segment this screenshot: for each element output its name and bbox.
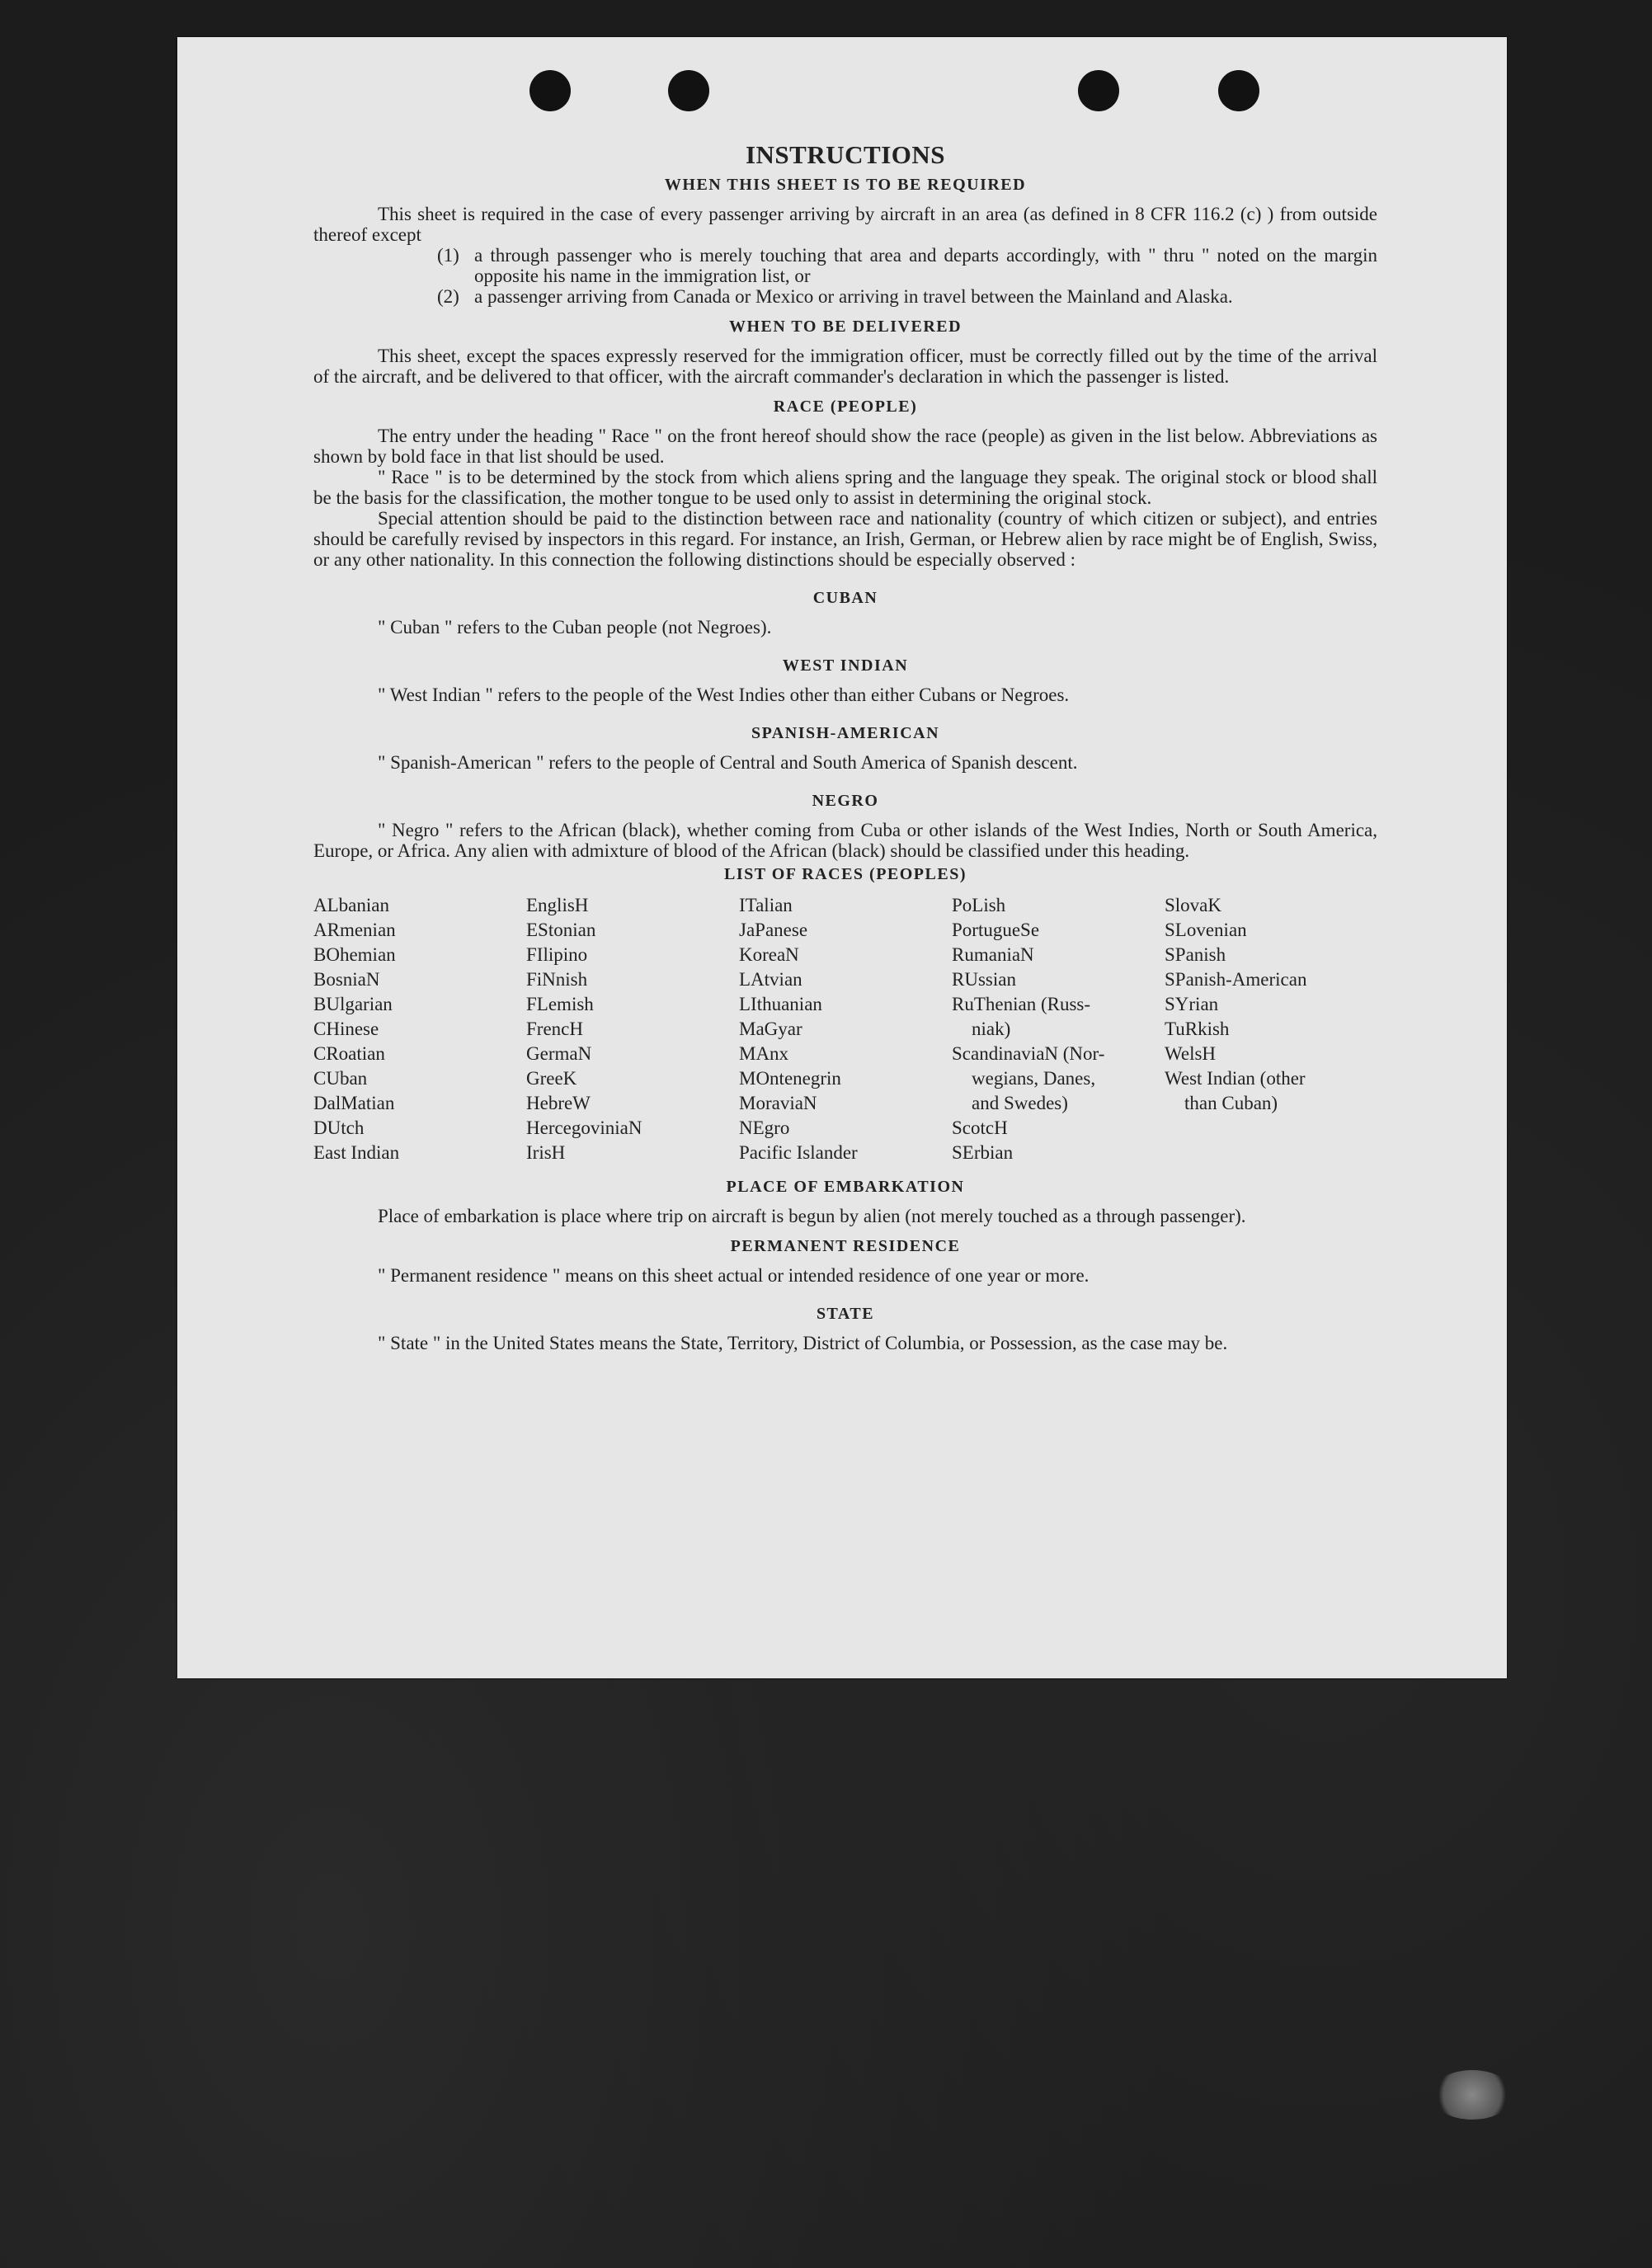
race-entry: niak)	[972, 1019, 1011, 1039]
paragraph: Special attention should be paid to the distinction between race and nationality (country of which citizen or subject), and entries should be carefully revised by inspectors in this regard. For instance, an Irish, German, or Hebrew alien by race might be of English, Swiss, or any other nationality. In this connection the following distinctions should be especially observed :	[313, 508, 1377, 570]
punch-hole	[1218, 70, 1259, 111]
paragraph: This sheet, except the spaces expressly reserved for the immigration officer, must be correctly filled out by the time of the arrival of the aircraft, and be delivered to that officer, with the aircraft commander's declaration in which the passenger is listed.	[313, 346, 1377, 387]
race-entry: SPanish	[1165, 944, 1226, 965]
race-entry: SErbian	[952, 1142, 1014, 1163]
scan-artifact	[1431, 2070, 1513, 2120]
paragraph: " Race " is to be determined by the stock from which aliens spring and the language they speak. The original stock or blood shall be the basis for the classification, the mother tongue to be used only to assist in determining the original stock.	[313, 467, 1377, 508]
race-entry: CHinese	[313, 1019, 379, 1039]
race-entry: PortugueSe	[952, 920, 1040, 940]
paragraph: The entry under the heading " Race " on the front hereof should show the race (people) as given in the list below. Abbreviations as shown by bold face in that list should be used.	[313, 426, 1377, 467]
page-title: INSTRUCTIONS	[745, 140, 945, 169]
race-entry: WelsH	[1165, 1043, 1217, 1064]
race-entry: JaPanese	[739, 920, 808, 940]
races-column	[952, 893, 1165, 1165]
race-entry: SLovenian	[1165, 920, 1247, 940]
race-entry: Pacific Islander	[739, 1142, 858, 1163]
race-entry: West Indian (other	[1165, 1068, 1306, 1089]
race-entry: FiNnish	[526, 969, 588, 990]
race-entry: HercegoviniaN	[526, 1118, 642, 1138]
paragraph: " Negro " refers to the African (black), whether coming from Cuba or other islands of the West Indies, North or South America, Europe, or Africa. Any alien with admixture of blood of the African (black) should be classified under this heading.	[313, 820, 1377, 861]
punch-hole	[668, 70, 709, 111]
race-entry: BUlgarian	[313, 994, 393, 1014]
race-entry: ITalian	[739, 895, 793, 915]
paragraph: This sheet is required in the case of every passenger arriving by aircraft in an area (as defined in 8 CFR 116.2 (c) ) from outside thereof except	[313, 204, 1377, 245]
paragraph: Place of embarkation is place where trip on aircraft is begun by alien (not merely touched as a through passenger).	[378, 1206, 1246, 1226]
race-entry: FLemish	[526, 994, 594, 1014]
paragraph: " Spanish-American " refers to the people of Central and South America of Spanish descent.	[378, 752, 1078, 773]
race-entry: RumaniaN	[952, 944, 1034, 965]
section-heading: WHEN TO BE DELIVERED	[728, 318, 962, 336]
race-entry: CRoatian	[313, 1043, 385, 1064]
race-entry: BOhemian	[313, 944, 396, 965]
race-entry: FIlipino	[526, 944, 588, 965]
races-column	[526, 893, 739, 1165]
section-heading: PERMANENT RESIDENCE	[730, 1237, 961, 1255]
paragraph: " Permanent residence " means on this sheet actual or intended residence of one year or more.	[378, 1265, 1090, 1286]
race-entry: CUban	[313, 1068, 368, 1089]
race-entry: MoraviaN	[739, 1093, 817, 1113]
section-heading: PLACE OF EMBARKATION	[726, 1178, 965, 1196]
race-entry: ARmenian	[313, 920, 396, 940]
race-entry: LIthuanian	[739, 994, 822, 1014]
section-heading: WHEN THIS SHEET IS TO BE REQUIRED	[664, 176, 1027, 194]
punch-hole	[529, 70, 571, 111]
race-entry: DalMatian	[313, 1093, 395, 1113]
race-entry: EStonian	[526, 920, 596, 940]
race-entry: KoreaN	[739, 944, 799, 965]
races-column	[739, 893, 952, 1165]
race-entry: SYrian	[1165, 994, 1219, 1014]
races-column	[1165, 893, 1377, 1165]
race-entry: wegians, Danes,	[972, 1068, 1096, 1089]
race-entry: RUssian	[952, 969, 1016, 990]
race-entry: LAtvian	[739, 969, 802, 990]
race-entry: SPanish-American	[1165, 969, 1307, 990]
race-entry: and Swedes)	[972, 1093, 1068, 1113]
section-heading: SPANISH-AMERICAN	[751, 724, 940, 742]
paragraph: " State " in the United States means the State, Territory, District of Columbia, or Possession, as the case may be.	[378, 1333, 1228, 1353]
races-column	[313, 893, 526, 1165]
section-heading: WEST INDIAN	[782, 656, 909, 675]
instructions-content	[313, 140, 1377, 1353]
race-entry: DUtch	[313, 1118, 365, 1138]
list-item: (1) a through passenger who is merely touching that area and departs accordingly, with " thru " noted on the margin opposite his name in the immigration list, or	[437, 245, 1377, 286]
race-entry: than Cuban)	[1184, 1093, 1278, 1113]
race-entry: FrencH	[526, 1019, 583, 1039]
race-entry: BosniaN	[313, 969, 380, 990]
punch-hole	[1078, 70, 1119, 111]
race-entry: ScandinaviaN (Nor-	[952, 1043, 1105, 1064]
race-entry: HebreW	[526, 1093, 591, 1113]
section-heading: LIST OF RACES (PEOPLES)	[723, 865, 967, 883]
race-entry: East Indian	[313, 1142, 400, 1163]
race-entry: GermaN	[526, 1043, 592, 1064]
race-entry: MAnx	[739, 1043, 789, 1064]
document-page	[177, 37, 1507, 1678]
race-entry: GreeK	[526, 1068, 577, 1089]
race-entry: TuRkish	[1165, 1019, 1230, 1039]
section-heading: CUBAN	[812, 589, 878, 607]
race-entry: PoLish	[952, 895, 1006, 915]
race-entry: SlovaK	[1165, 895, 1221, 915]
race-entry: MOntenegrin	[739, 1068, 841, 1089]
paragraph: " West Indian " refers to the people of the West Indies other than either Cubans or Negroes.	[378, 685, 1070, 705]
race-entry: ALbanian	[313, 895, 389, 915]
race-entry: RuThenian (Russ-	[952, 994, 1091, 1014]
race-entry: MaGyar	[739, 1019, 802, 1039]
race-entry: NEgro	[739, 1118, 790, 1138]
race-entry: EnglisH	[526, 895, 589, 915]
list-item: (2) a passenger arriving from Canada or Mexico or arriving in travel between the Mainland and Alaska.	[437, 286, 1233, 307]
races-list	[313, 893, 1377, 1165]
section-heading: RACE (PEOPLE)	[773, 398, 918, 416]
race-entry: ScotcH	[952, 1118, 1008, 1138]
section-heading: NEGRO	[812, 792, 879, 810]
paragraph: " Cuban " refers to the Cuban people (not Negroes).	[378, 617, 772, 638]
section-heading: STATE	[816, 1305, 875, 1323]
race-entry: IrisH	[526, 1142, 566, 1163]
